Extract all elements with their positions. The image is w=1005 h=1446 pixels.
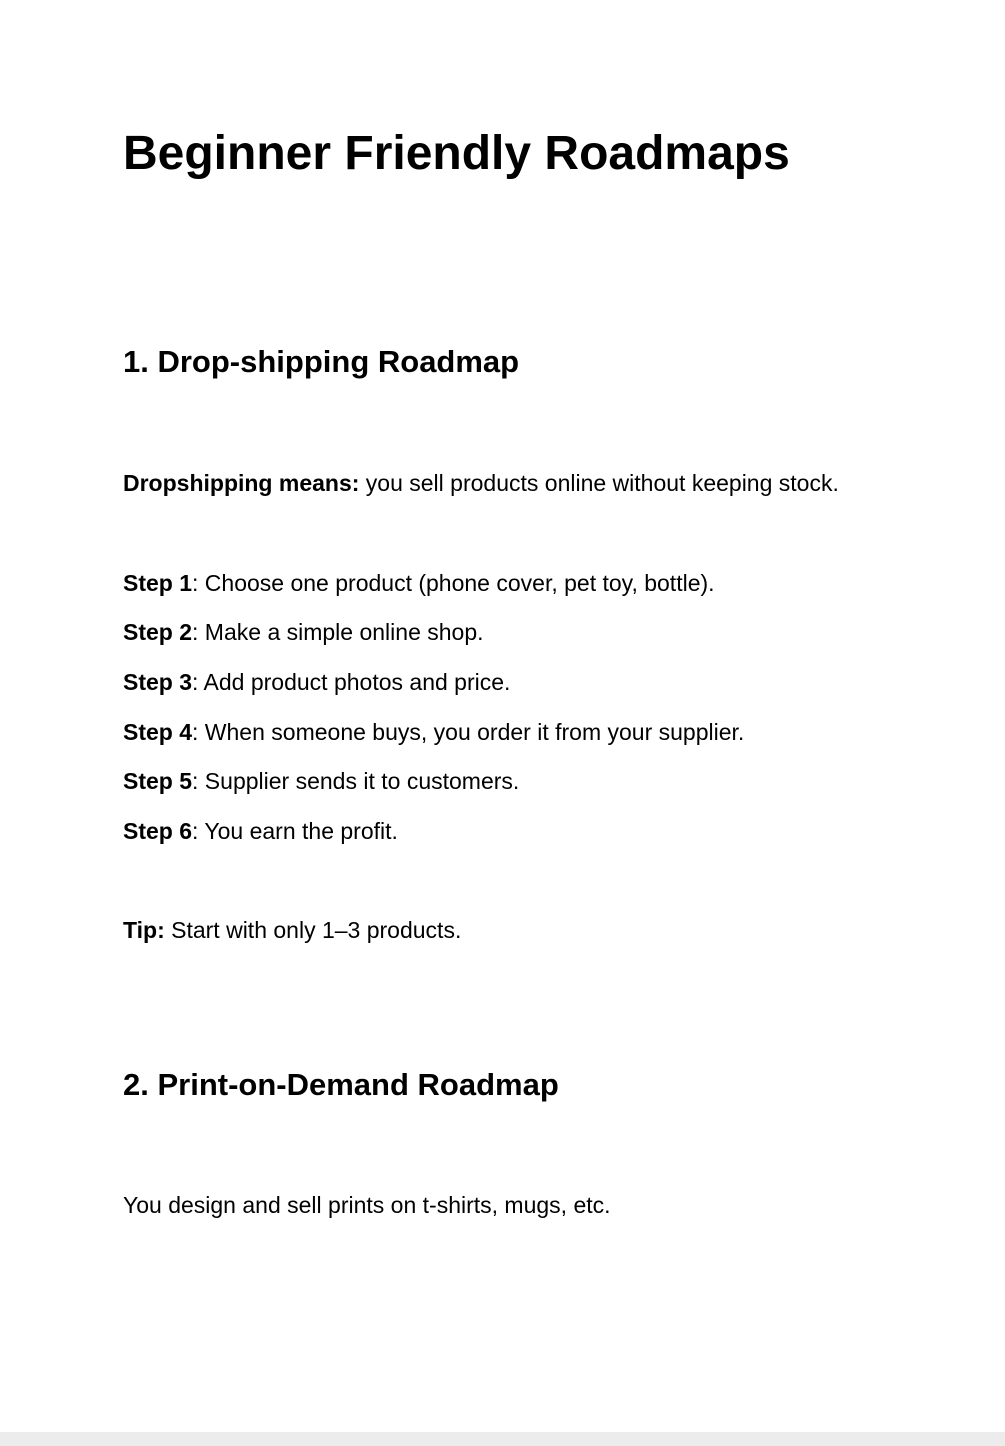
page-bottom-edge [0, 1432, 1005, 1446]
step-text: : Make a simple online shop. [192, 619, 484, 645]
step-text: : You earn the profit. [192, 818, 398, 844]
definition-text: you sell products online without keeping stock. [359, 470, 839, 496]
tip-label: Tip: [123, 917, 165, 943]
step-item [123, 816, 398, 846]
step-label: Step 4 [123, 719, 193, 745]
print-on-demand-description: You design and sell prints on t-shirts, mugs, etc. [123, 1192, 611, 1218]
document-title: Beginner Friendly Roadmaps [123, 127, 790, 180]
step-label: Step 2 [123, 619, 193, 645]
step-text: : Add product photos and price. [192, 669, 511, 695]
tip-paragraph [123, 915, 461, 945]
definition-label: Dropshipping means: [123, 470, 360, 496]
step-text: : Choose one product (phone cover, pet toy, bottle). [192, 570, 715, 596]
step-item [123, 717, 744, 747]
step-item [123, 617, 484, 647]
step-item [123, 667, 510, 697]
tip-text: Start with only 1–3 products. [164, 917, 462, 943]
step-text: : Supplier sends it to customers. [192, 768, 520, 794]
step-item [123, 766, 519, 796]
step-label: Step 1 [123, 570, 193, 596]
step-label: Step 5 [123, 768, 193, 794]
dropshipping-definition [123, 468, 839, 498]
step-label: Step 6 [123, 818, 193, 844]
step-item [123, 568, 715, 598]
step-text: : When someone buys, you order it from your supplier. [192, 719, 745, 745]
section-heading-print-on-demand: 2. Print-on-Demand Roadmap [123, 1067, 559, 1102]
section-heading-dropshipping: 1. Drop-shipping Roadmap [123, 344, 520, 379]
step-label: Step 3 [123, 669, 193, 695]
